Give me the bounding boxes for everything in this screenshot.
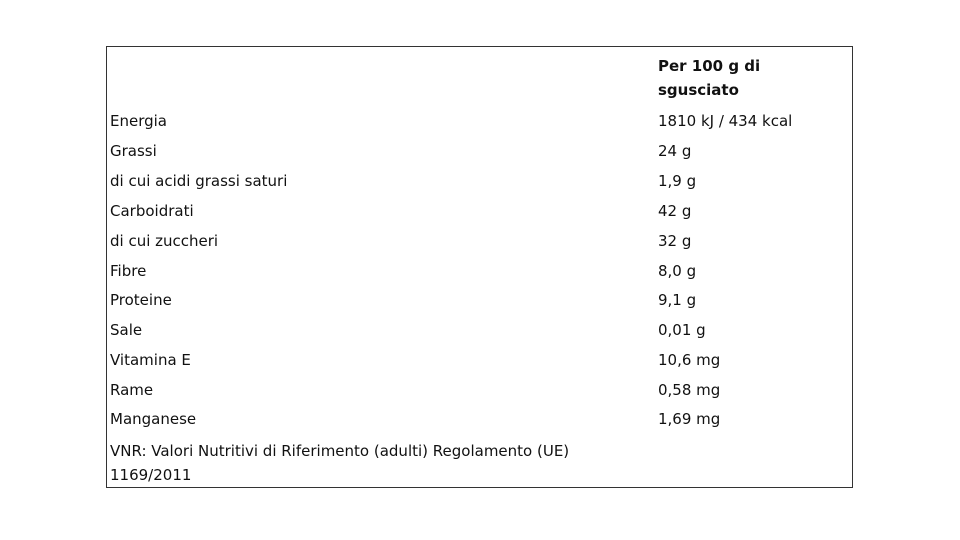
table-row-manganese [107, 405, 852, 433]
nutrient-name: Fibre [110, 262, 147, 280]
table-row-rame [107, 376, 852, 404]
table-row-energia [107, 107, 852, 135]
table-row-grassi [107, 137, 852, 165]
nutrient-value: 10,6 mg [658, 351, 721, 369]
table-row-fibre [107, 257, 852, 285]
nutrient-name: Sale [110, 321, 143, 339]
nutrient-name: Carboidrati [110, 202, 194, 220]
nutrient-value: 1810 kJ / 434 kcal [658, 112, 793, 130]
table-row-zuccheri [107, 227, 852, 255]
nutrient-value: 9,1 g [658, 291, 697, 309]
nutrient-value: 32 g [658, 232, 692, 250]
nutrient-name: Grassi [110, 142, 157, 160]
nutrient-name: Energia [110, 112, 167, 130]
nutrient-name: Proteine [110, 291, 172, 309]
table-row-proteine [107, 286, 852, 314]
table-row-sale [107, 316, 852, 344]
nutrient-value: 1,69 mg [658, 410, 721, 428]
nutrient-name: Vitamina E [110, 351, 191, 369]
nutrient-name: di cui acidi grassi saturi [110, 172, 288, 190]
nutrient-value: 0,01 g [658, 321, 706, 339]
nutrient-value: 24 g [658, 142, 692, 160]
column-header-per-100g: Per 100 g di sgusciato [658, 57, 761, 99]
table-row-acidi-grassi-saturi [107, 167, 852, 195]
nutrient-name: di cui zuccheri [110, 232, 219, 250]
nutrient-value: 8,0 g [658, 262, 697, 280]
nutrient-name: Manganese [110, 410, 197, 428]
vnr-footnote: VNR: Valori Nutritivi di Riferimento (adulti) Regolamento (UE) 1169/2011 [110, 442, 570, 484]
table-row-vitamina-e [107, 346, 852, 374]
nutrient-name: Rame [110, 381, 154, 399]
nutrient-value: 1,9 g [658, 172, 697, 190]
nutrient-value: 0,58 mg [658, 381, 721, 399]
nutrition-table [106, 46, 853, 488]
nutrient-value: 42 g [658, 202, 692, 220]
table-row-carboidrati [107, 197, 852, 225]
table-header-row [107, 54, 852, 104]
